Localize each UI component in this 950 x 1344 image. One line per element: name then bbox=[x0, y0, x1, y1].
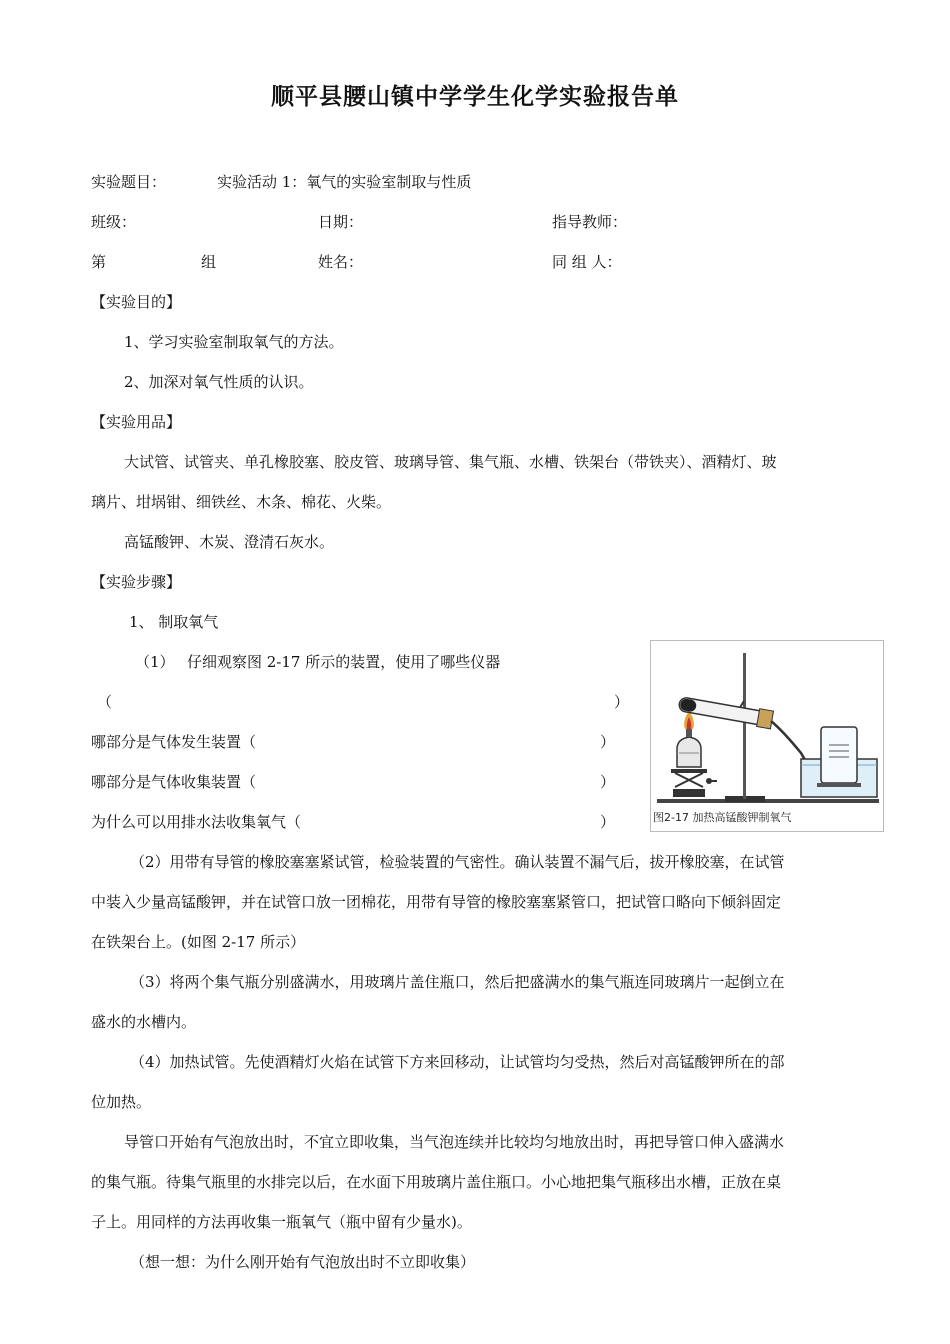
question-collector-close: ） bbox=[600, 773, 616, 791]
question-collector: 哪部分是气体收集装置（ bbox=[91, 773, 257, 791]
step-4-line-2: 位加热。 bbox=[91, 1093, 152, 1111]
step-2-line-3: 在铁架台上。(如图 2-17 所示） bbox=[91, 933, 306, 951]
answer-close-paren: ） bbox=[614, 693, 630, 711]
purpose-item-2: 2、加深对氧气性质的认识。 bbox=[124, 373, 314, 391]
step-4-line-1: （4）加热试管。先使酒精灯火焰在试管下方来回移动，让试管均匀受热，然后对高锰酸钾所在的部 bbox=[130, 1053, 785, 1071]
oxygen-apparatus-illustration bbox=[651, 641, 883, 831]
question-1-number: （1） bbox=[135, 653, 175, 671]
question-generator: 哪部分是气体发生装置（ bbox=[91, 733, 257, 751]
step-2-line-1: （2）用带有导管的橡胶塞塞紧试管，检验装置的气密性。确认装置不漏气后，拔开橡胶塞，在试管 bbox=[130, 853, 785, 871]
purpose-item-1: 1、学习实验室制取氧气的方法。 bbox=[124, 333, 344, 351]
date-label: 日期： bbox=[318, 213, 364, 231]
step-5-line-3: 子上。用同样的方法再收集一瓶氧气（瓶中留有少量水)。 bbox=[91, 1213, 472, 1231]
name-label: 姓名： bbox=[318, 253, 364, 271]
step-3-line-2: 盛水的水槽内。 bbox=[91, 1013, 197, 1031]
materials-heading: 【实验用品】 bbox=[91, 413, 182, 431]
apparatus-figure bbox=[650, 640, 884, 832]
page-title: 顺平县腰山镇中学学生化学实验报告单 bbox=[271, 84, 679, 110]
question-why-close: ） bbox=[600, 813, 616, 831]
materials-line-2: 璃片、坩埚钳、细铁丝、木条、棉花、火柴。 bbox=[91, 493, 392, 511]
class-label: 班级： bbox=[91, 213, 137, 231]
topic-label: 实验题目： bbox=[91, 173, 167, 191]
materials-line-3: 高锰酸钾、木炭、澄清石灰水。 bbox=[124, 533, 335, 551]
step-1-title: 1、 制取氧气 bbox=[129, 613, 219, 631]
answer-open-paren: （ bbox=[97, 693, 113, 711]
step-5-line-1: 导管口开始有气泡放出时，不宜立即收集，当气泡连续并比较均匀地放出时，再把导管口伸入盛满水 bbox=[124, 1133, 785, 1151]
topic-value: 实验活动 1：氧气的实验室制取与性质 bbox=[217, 173, 472, 191]
step-2-line-2: 中装入少量高锰酸钾，并在试管口放一团棉花，用带有导管的橡胶塞塞紧管口，把试管口略向下倾斜固定 bbox=[91, 893, 782, 911]
question-why: 为什么可以用排水法收集氧气（ bbox=[91, 813, 302, 831]
steps-heading: 【实验步骤】 bbox=[91, 573, 182, 591]
partner-label: 同 组 人： bbox=[552, 253, 622, 271]
step-5-line-2: 的集气瓶。待集气瓶里的水排完以后，在水面下用玻璃片盖住瓶口。小心地把集气瓶移出水槽，正放在桌 bbox=[91, 1173, 782, 1191]
purpose-heading: 【实验目的】 bbox=[91, 293, 182, 311]
question-1-text: 仔细观察图 2-17 所示的装置，使用了哪些仪器 bbox=[187, 653, 501, 671]
teacher-label: 指导教师： bbox=[552, 213, 628, 231]
think-question: （想一想：为什么刚开始有气泡放出时不立即收集） bbox=[130, 1253, 476, 1271]
group-label-first: 第 bbox=[91, 253, 107, 271]
figure-caption: 图2-17 加热高锰酸钾制氧气 bbox=[653, 811, 792, 824]
step-3-line-1: （3）将两个集气瓶分别盛满水，用玻璃片盖住瓶口，然后把盛满水的集气瓶连同玻璃片一起倒立在 bbox=[130, 973, 785, 991]
group-label-second: 组 bbox=[201, 253, 217, 271]
materials-line-1: 大试管、试管夹、单孔橡胶塞、胶皮管、玻璃导管、集气瓶、水槽、铁架台（带铁夹）、酒精灯、玻 bbox=[124, 453, 777, 471]
question-generator-close: ） bbox=[600, 733, 616, 751]
